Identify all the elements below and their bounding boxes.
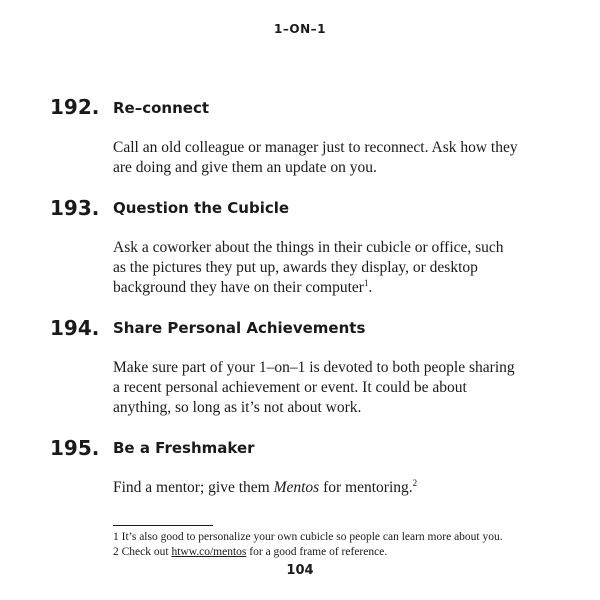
body-line: Ask a coworker about the things in their cubicle or office, such xyxy=(113,239,504,256)
entry-body-194 xyxy=(113,358,553,418)
body-line: anything, so long as it’s not about work. xyxy=(113,399,362,416)
entry-body-192 xyxy=(113,138,553,178)
body-line: are doing and give them an update on you. xyxy=(113,159,377,176)
body-line-end: . xyxy=(368,279,373,296)
footnote-ref-1: 1 xyxy=(363,277,369,288)
entry-title-192: Re–connect xyxy=(113,99,210,117)
body-line: a recent personal achievement or event. It could be about xyxy=(113,379,467,396)
entry-title-194: Share Personal Achievements xyxy=(113,319,366,337)
entry-number-195: 195. xyxy=(50,436,100,460)
entry-body-193 xyxy=(113,238,553,298)
body-line: Make sure part of your 1–on–1 is devoted to both people sharing xyxy=(113,359,515,376)
entry-title-195: Be a Freshmaker xyxy=(113,439,255,457)
entry-number-193: 193. xyxy=(50,196,100,220)
entry-body-195 xyxy=(113,478,553,498)
body-line xyxy=(113,278,553,298)
body-line: as the pictures they put up, awards they display, or desktop xyxy=(113,259,478,276)
body-line-text: background they have on their computer xyxy=(113,279,364,296)
running-head: 1–ON–1 xyxy=(274,22,326,36)
footnote-text: 2 Check out xyxy=(113,546,172,558)
entry-number-194: 194. xyxy=(50,316,100,340)
body-italic-text: Mentos xyxy=(273,479,320,496)
body-line: Call an old colleague or manager just to reconnect. Ask how they xyxy=(113,139,518,156)
page-number: 104 xyxy=(286,563,314,578)
entry-number-192: 192. xyxy=(50,95,100,119)
footnote-ref-2: 2 xyxy=(412,477,418,488)
footnote-1: 1 It’s also good to personalize your own cubicle so people can learn more about you. xyxy=(113,531,503,543)
footnote-text: for a good frame of reference. xyxy=(246,546,388,558)
body-line xyxy=(113,478,553,498)
footnote-2 xyxy=(113,545,387,559)
footnote-divider xyxy=(113,525,213,526)
body-text: for mentoring. xyxy=(319,479,413,496)
entry-title-193: Question the Cubicle xyxy=(113,199,290,217)
body-text: Find a mentor; give them xyxy=(113,479,274,496)
footnote-link[interactable]: htww.co/mentos xyxy=(171,546,247,558)
